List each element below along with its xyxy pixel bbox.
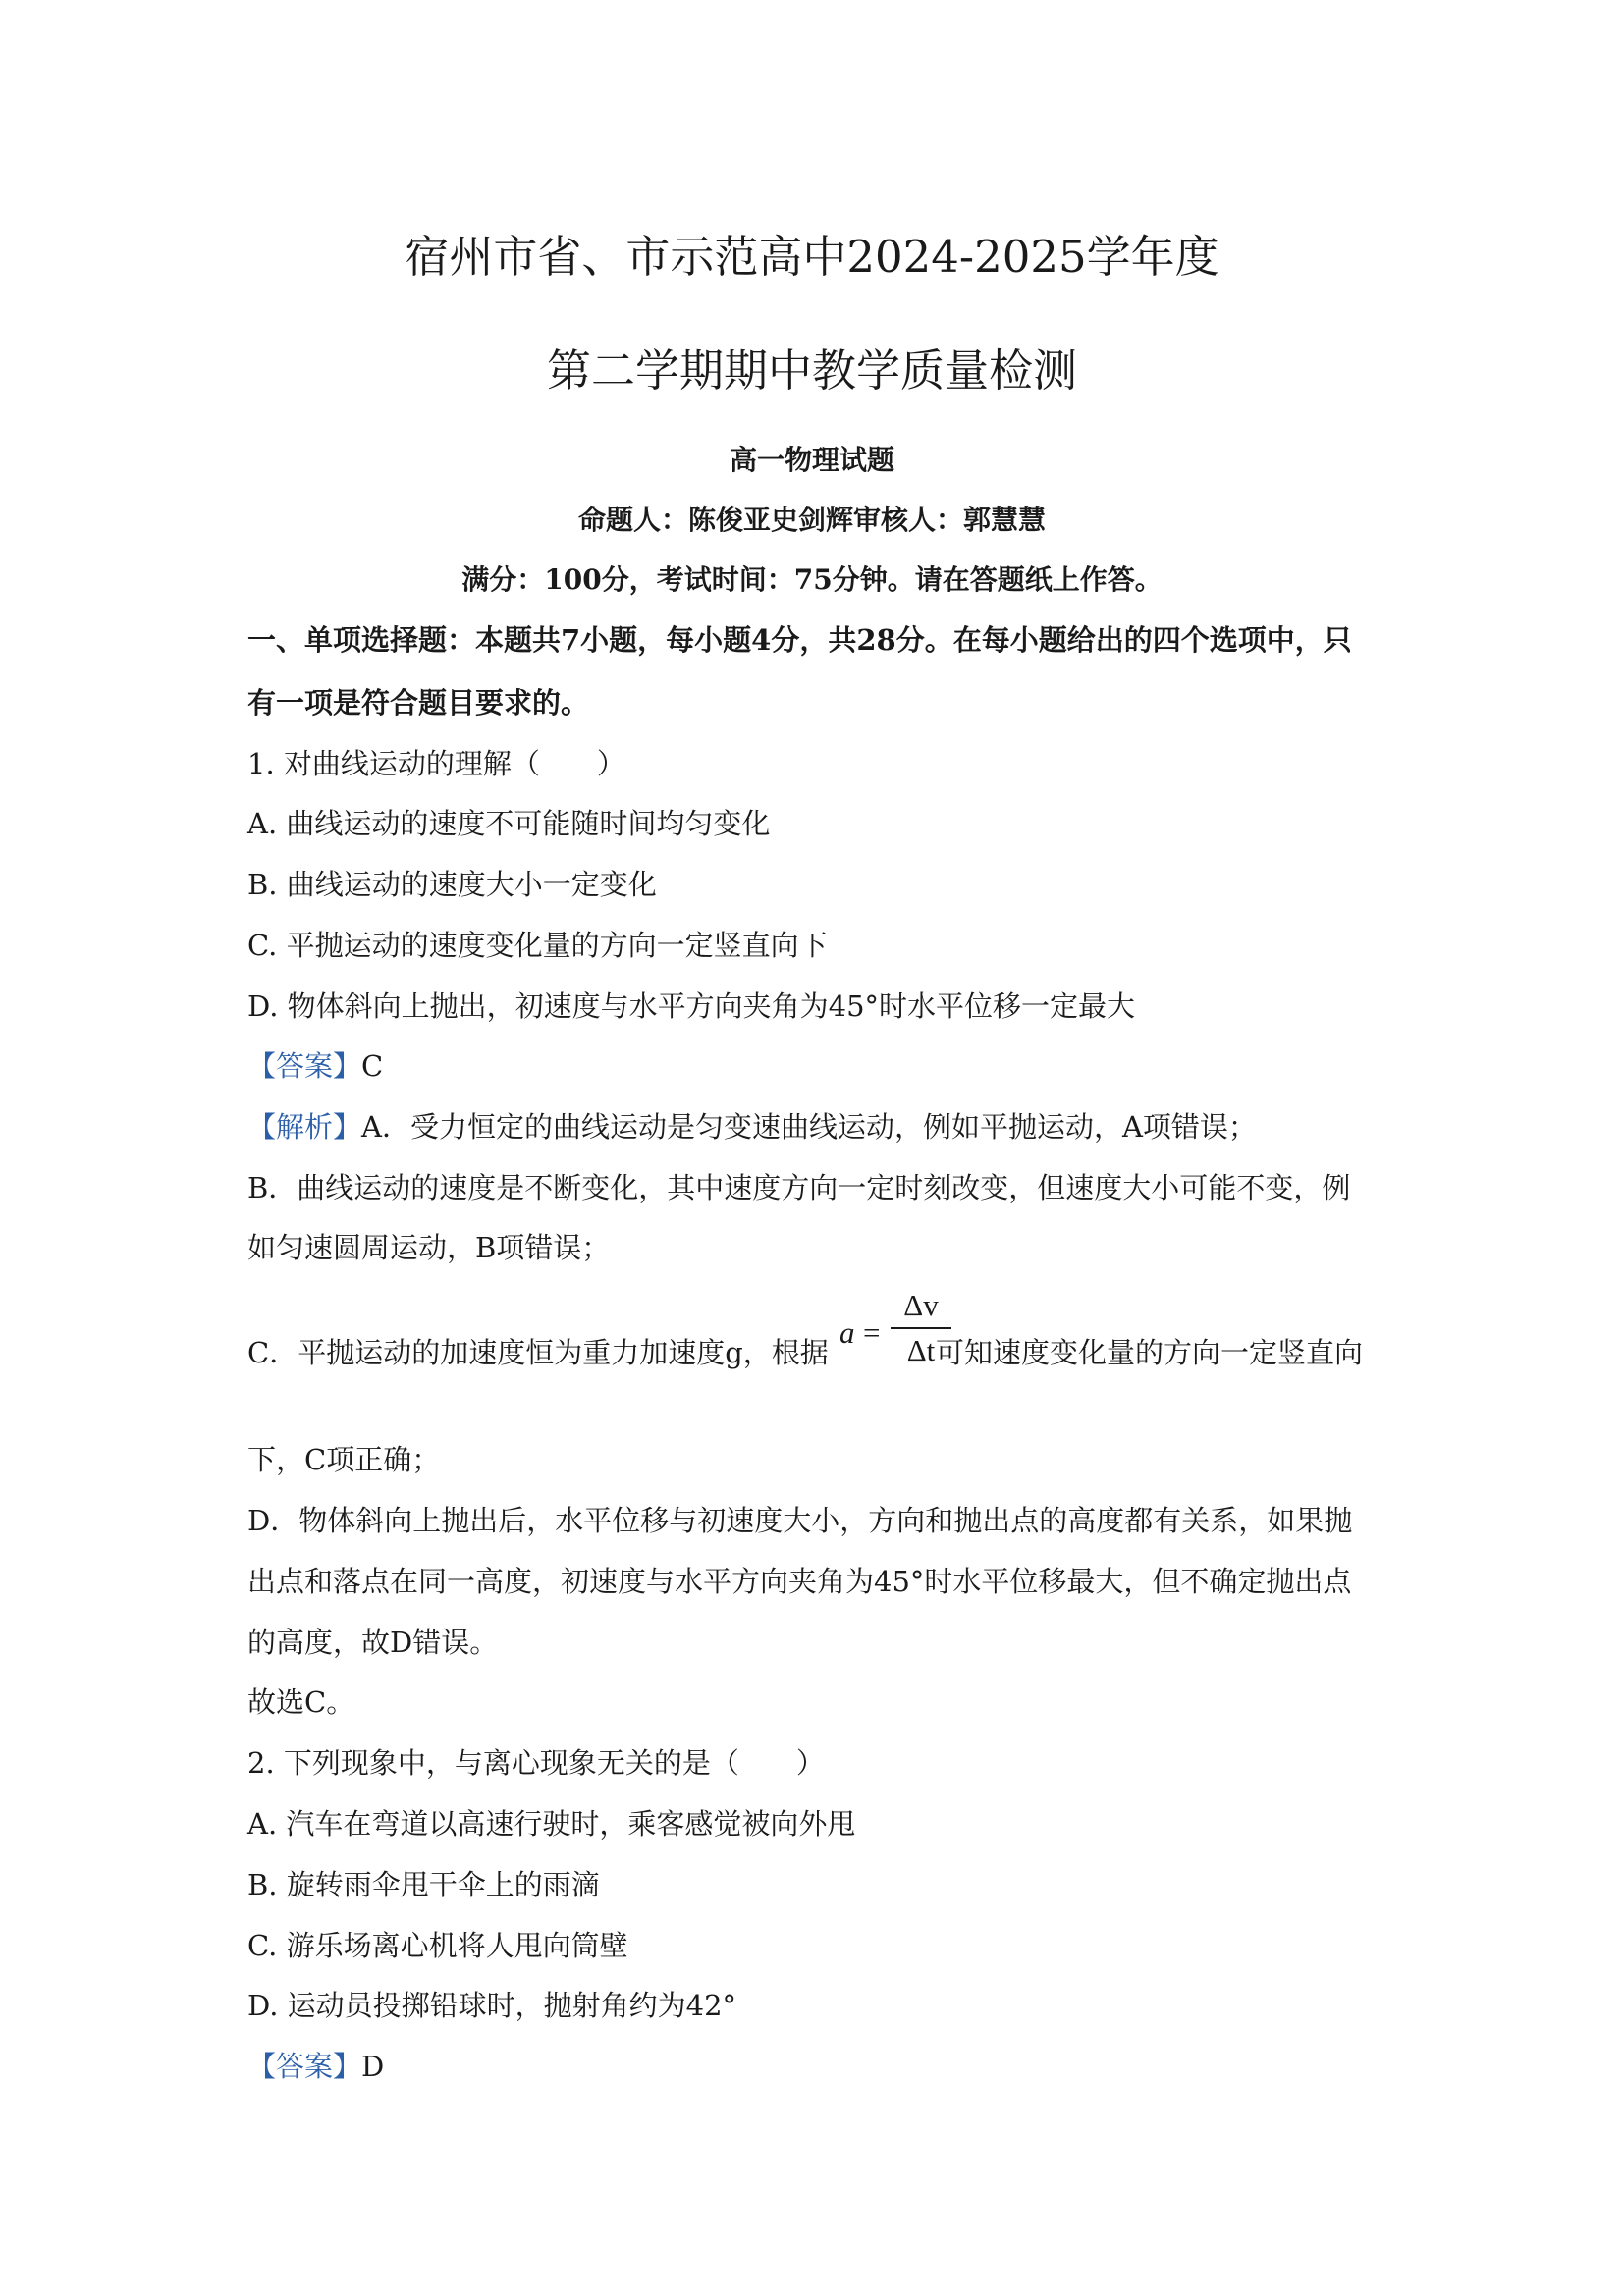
exam-title-line1: 宿州市省、市示范高中2024-2025学年度: [405, 231, 1219, 283]
question-1-analysis-d2: 出点和落点在同一高度，初速度与水平方向夹角为45°时水平位移最大，但不确定抛出点: [247, 1565, 1352, 1598]
question-1-conclusion: 故选C。: [247, 1685, 355, 1719]
question-2-option-b: B. 旋转雨伞甩干伞上的雨滴: [247, 1868, 600, 1901]
question-1-analysis-d1: D．物体斜向上抛出后，水平位移与初速度大小，方向和抛出点的高度都有关系，如果抛: [247, 1504, 1353, 1537]
question-1-option-b: B. 曲线运动的速度大小一定变化: [247, 868, 657, 901]
subject-title: 高一物理试题: [729, 444, 894, 476]
question-2-answer: [247, 2047, 384, 2086]
exam-info: 满分：100分，考试时间：75分钟。请在答题纸上作答。: [461, 563, 1163, 596]
fraction-bar: [891, 1327, 951, 1329]
exam-title-line2: 第二学期期中教学质量检测: [546, 345, 1077, 397]
answer-tag: 【答案】: [247, 2050, 362, 2083]
section-heading-line2: 有一项是符合题目要求的。: [247, 686, 590, 720]
question-1-analysis-b1: B．曲线运动的速度是不断变化，其中速度方向一定时刻改变，但速度大小可能不变，例: [247, 1171, 1351, 1204]
answer-value: D: [361, 2050, 385, 2083]
question-1-analysis-b2: 如匀速圆周运动，B项错误；: [247, 1231, 611, 1264]
analysis-a-text: A．受力恒定的曲线运动是匀变速曲线运动，例如平抛运动，A项错误；: [361, 1110, 1257, 1144]
question-1-stem: 1. 对曲线运动的理解（ ）: [247, 747, 625, 780]
question-2-option-a: A. 汽车在弯道以高速行驶时，乘客感觉被向外甩: [247, 1807, 856, 1841]
section-heading-line1: 一、单项选择题：本题共7小题，每小题4分，共28分。在每小题给出的四个选项中，只: [247, 623, 1352, 657]
formula-numerator: Δv: [903, 1288, 939, 1322]
question-1-analysis-a: [247, 1107, 1257, 1147]
answer-value: C: [361, 1049, 384, 1083]
question-2-option-d: D. 运动员投掷铅球时，抛射角约为42°: [247, 1989, 737, 2022]
question-2-stem: 2. 下列现象中，与离心现象无关的是（ ）: [247, 1746, 825, 1780]
formula-equals: =: [863, 1315, 881, 1350]
formula-lhs: a: [839, 1315, 855, 1350]
question-1-analysis-c-post: 可知速度变化量的方向一定竖直向: [936, 1336, 1364, 1369]
question-1-answer: [247, 1046, 383, 1086]
question-2-option-c: C. 游乐场离心机将人甩向筒壁: [247, 1929, 628, 1962]
question-1-analysis-c-pre: C．平抛运动的加速度恒为重力加速度g，根据: [247, 1336, 829, 1369]
question-1-option-d: D. 物体斜向上抛出，初速度与水平方向夹角为45°时水平位移一定最大: [247, 989, 1136, 1023]
question-1-analysis-d3: 的高度，故D错误。: [247, 1626, 499, 1659]
formula-denominator: Δt: [906, 1333, 936, 1367]
question-1-option-c: C. 平抛运动的速度变化量的方向一定竖直向下: [247, 929, 828, 962]
analysis-tag: 【解析】: [247, 1110, 362, 1144]
question-1-analysis-c2: 下，C项正确；: [247, 1443, 441, 1476]
question-1-option-a: A. 曲线运动的速度不可能随时间均匀变化: [247, 807, 771, 840]
authors-line: 命题人：陈俊亚史剑辉审核人：郭慧慧: [577, 504, 1046, 536]
answer-tag: 【答案】: [247, 1049, 362, 1083]
